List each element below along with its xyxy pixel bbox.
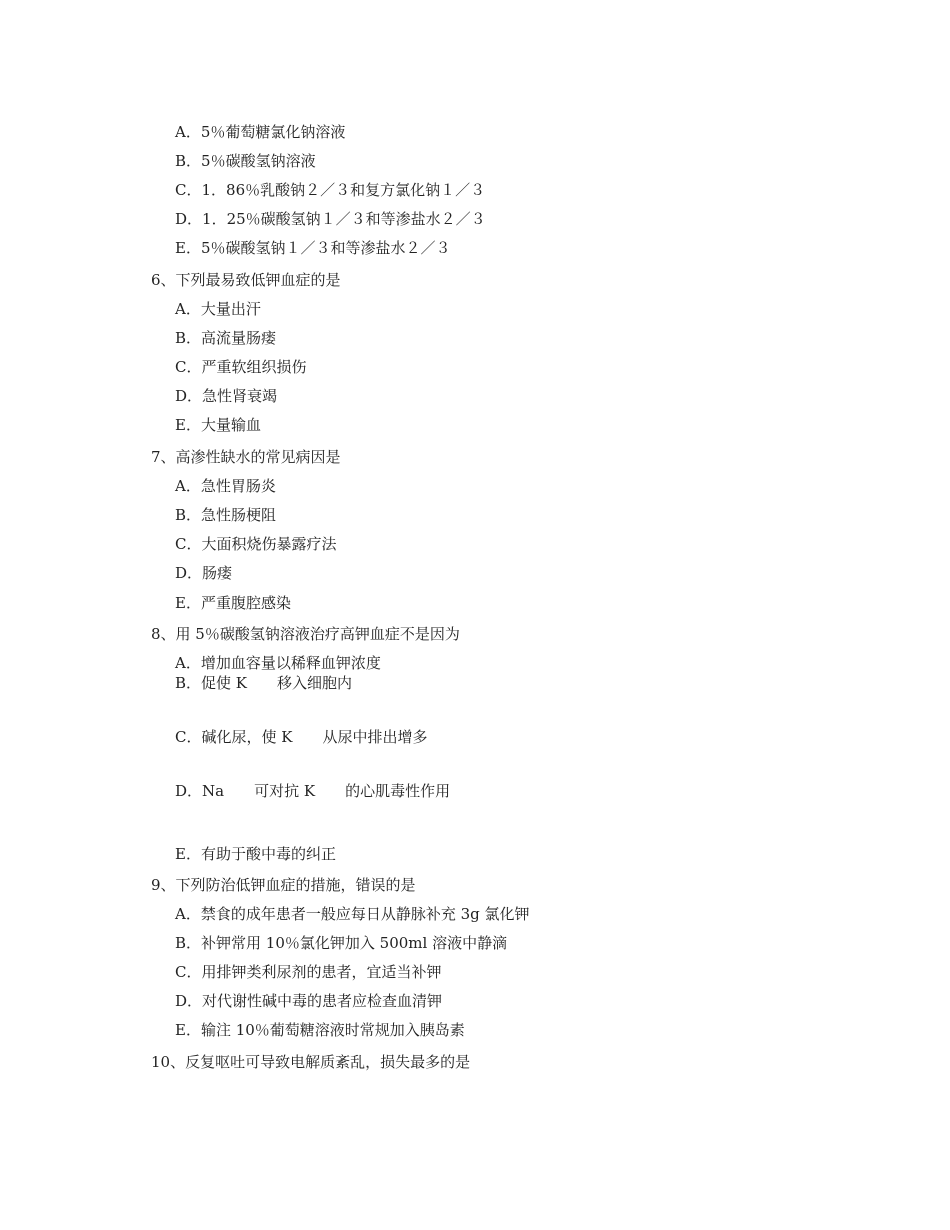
option-7d: D．肠瘘 <box>175 564 233 582</box>
question-9-stem: 9、下列防治低钾血症的措施，错误的是 <box>151 876 416 894</box>
question-6-stem: 6、下列最易致低钾血症的是 <box>151 271 341 289</box>
option-6a: A．大量出汗 <box>175 300 261 318</box>
option-8e: E．有助于酸中毒的纠正 <box>175 845 336 863</box>
option-6e: E．大量输血 <box>175 416 261 434</box>
option-9c: C．用排钾类利尿剂的患者，宜适当补钾 <box>175 963 442 981</box>
option-6b: B．高流量肠瘘 <box>175 329 277 347</box>
option-5d: D．1．25％碳酸氢钠１／３和等渗盐水２／３ <box>175 210 486 228</box>
option-9a: A．禁食的成年患者一般应每日从静脉补充 3g 氯化钾 <box>175 905 530 923</box>
option-7a: A．急性胃肠炎 <box>175 477 276 495</box>
option-9e: E．输注 10％葡萄糖溶液时常规加入胰岛素 <box>175 1021 465 1039</box>
option-5e: E．5％碳酸氢钠１／３和等渗盐水２／３ <box>175 239 451 257</box>
option-6c: C．严重软组织损伤 <box>175 358 307 376</box>
option-7c: C．大面积烧伤暴露疗法 <box>175 535 337 553</box>
option-7b: B．急性肠梗阻 <box>175 506 277 524</box>
option-8d: D．Na 可对抗 K 的心肌毒性作用 <box>175 782 451 800</box>
question-8-stem: 8、用 5％碳酸氢钠溶液治疗高钾血症不是因为 <box>151 625 460 643</box>
option-5b: B．5％碳酸氢钠溶液 <box>175 152 316 170</box>
option-8a: A．增加血容量以稀释血钾浓度 <box>175 654 381 672</box>
option-5c: C．1．86％乳酸钠２／３和复方氯化钠１／３ <box>175 181 486 199</box>
question-10-stem: 10、反复呕吐可导致电解质紊乱，损失最多的是 <box>151 1053 471 1071</box>
option-9b: B．补钾常用 10％氯化钾加入 500ml 溶液中静滴 <box>175 934 508 952</box>
option-6d: D．急性肾衰竭 <box>175 387 278 405</box>
question-7-stem: 7、高渗性缺水的常见病因是 <box>151 448 341 466</box>
option-9d: D．对代谢性碱中毒的患者应检查血清钾 <box>175 992 443 1010</box>
option-8b: B．促使 K 移入细胞内 <box>175 674 352 692</box>
option-7e: E．严重腹腔感染 <box>175 594 291 612</box>
option-5a: A．5％葡萄糖氯化钠溶液 <box>175 123 346 141</box>
option-8c: C．碱化尿，使 K 从尿中排出增多 <box>175 728 428 746</box>
